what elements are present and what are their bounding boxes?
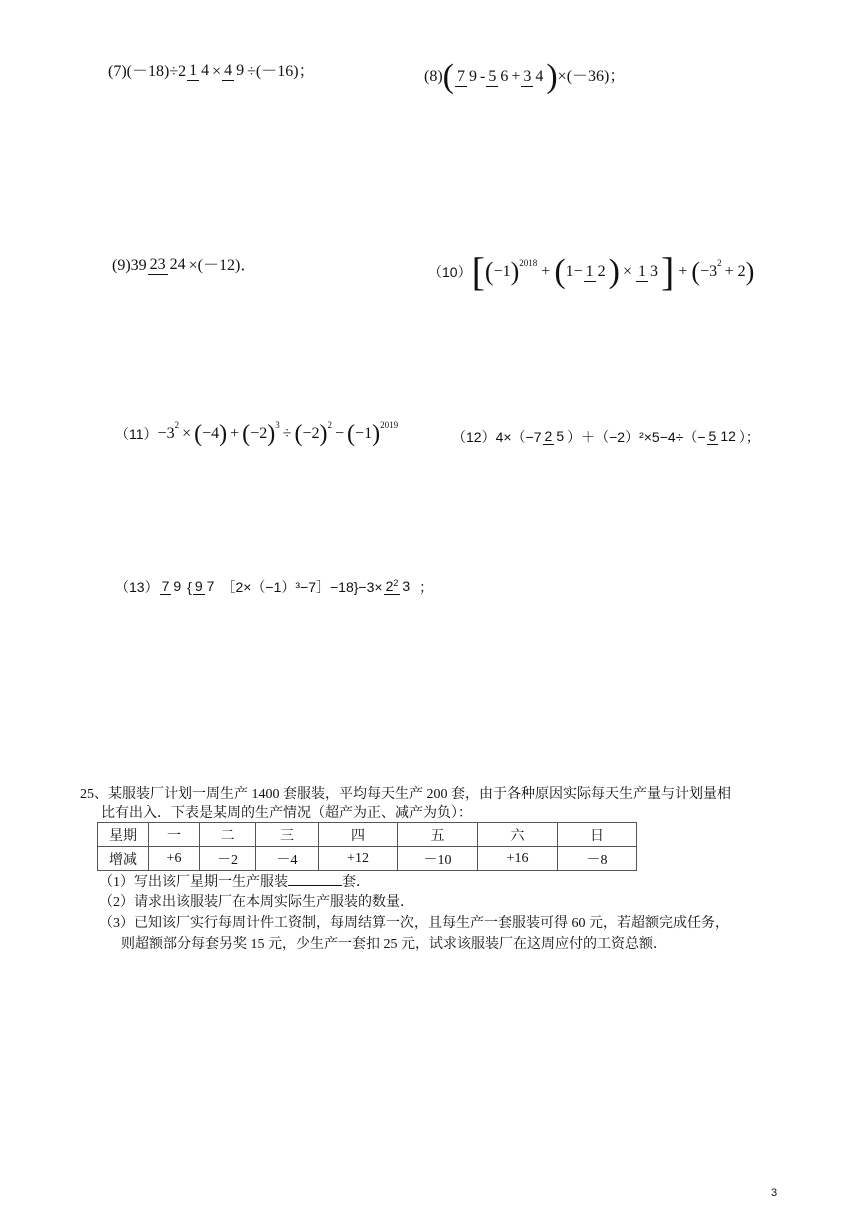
left-bracket: [: [471, 249, 485, 294]
fraction: 7 9: [161, 578, 182, 594]
problem-13-label: （13）: [115, 578, 159, 595]
table-cell: 五: [398, 823, 478, 847]
left-paren: (: [442, 58, 454, 95]
fraction: 2 5: [544, 428, 565, 444]
q25-intro-line1: 25、某服装厂计划一周生产 1400 套服装，平均每天生产 200 套，由于各种原因实际每天生产量与计划量相: [80, 787, 731, 802]
table-cell: 增减: [98, 847, 149, 871]
problem-9-label: (9)39: [112, 256, 147, 274]
table-cell: +16: [478, 847, 558, 871]
fraction: 7 9: [456, 67, 477, 85]
page-number: 3: [771, 1187, 778, 1199]
q25-subquestion-2: （2）请求出该服装厂在本周实际生产服装的数量．: [99, 895, 414, 910]
problem-12-label: （12）: [452, 428, 496, 445]
fraction: 3 4: [523, 67, 544, 85]
problem-11-label: （11）: [115, 426, 158, 442]
table-cell: 六: [478, 823, 558, 847]
problem-8-label: (8): [424, 68, 443, 85]
problem-10-label: （10）: [428, 264, 472, 280]
table-cell: +12: [319, 847, 398, 871]
problem-10: （10） [ ( −1 ) 2018 + ( 1− 1 2 ) × 1 3 ] + ( −3 2 + 2 ): [428, 249, 755, 294]
right-paren: ): [546, 58, 558, 95]
q25-subquestion-3-line2: 则超额部分每套另奖 15 元，少生产一套扣 25 元，试求该服装厂在这周应付的工资总额．: [121, 937, 667, 952]
table-cell: +6: [149, 847, 200, 871]
q25-subquestion-3-line1: （3）已知该厂实行每周计件工资制，每周结算一次，且每生产一套服装可得 60 元，若超额完成任务，: [99, 916, 729, 931]
table-cell: 二: [200, 823, 256, 847]
problem-12: （12） 4×（−7 2 5 ）＋（−2）²×5−4÷（− 5 12 ）；: [452, 428, 760, 445]
fraction: 1 3: [638, 262, 659, 280]
problem-7: (7) (－18)÷2 1 4 × 4 9 ÷(－16)；: [108, 62, 315, 80]
fraction: 9 7: [194, 578, 215, 594]
table-row: [98, 823, 637, 847]
table-cell: －4: [256, 847, 319, 871]
problem-11: （11） −3 2 × ( −4 ) + ( −2 ) 3 ÷ ( −2 ) 2 − ( −1 ) 2019: [115, 419, 399, 447]
table-cell: 三: [256, 823, 319, 847]
problem-9: (9)39 23 24 ×(－12)．: [112, 256, 257, 274]
problem-7-label: (7): [108, 62, 127, 80]
fraction: 5 12: [708, 428, 736, 444]
right-bracket: ]: [661, 249, 675, 294]
table-cell: －10: [398, 847, 478, 871]
table-cell: 一: [149, 823, 200, 847]
table-row: [98, 847, 637, 871]
table-cell: －8: [558, 847, 637, 871]
fraction: 22 3: [385, 578, 411, 594]
fraction: 5 6: [488, 67, 509, 85]
fraction: 1 4: [189, 62, 210, 79]
table-cell: 四: [319, 823, 398, 847]
problem-13: （13） 7 9 { 9 7 ［2×（−1）³−7］−18}−3× 22 3 ；: [115, 578, 434, 595]
production-table: [97, 822, 637, 871]
problem-8: (8) ( 7 9 - 5 6 + 3 4 ) ×(－36)；: [424, 58, 626, 95]
fraction: 1 2: [585, 262, 606, 280]
answer-blank[interactable]: [288, 871, 342, 886]
fraction: 4 9: [224, 62, 245, 79]
q25-subquestion-1: （1）写出该厂星期一生产服装 套．: [99, 871, 370, 893]
fraction: 23 24: [149, 256, 186, 273]
table-cell: －2: [200, 847, 256, 871]
q25-intro-line2: 比有出入．下表是某周的生产情况（超产为正、减产为负）：: [101, 806, 472, 821]
table-cell: 日: [558, 823, 637, 847]
table-cell: 星期: [98, 823, 149, 847]
